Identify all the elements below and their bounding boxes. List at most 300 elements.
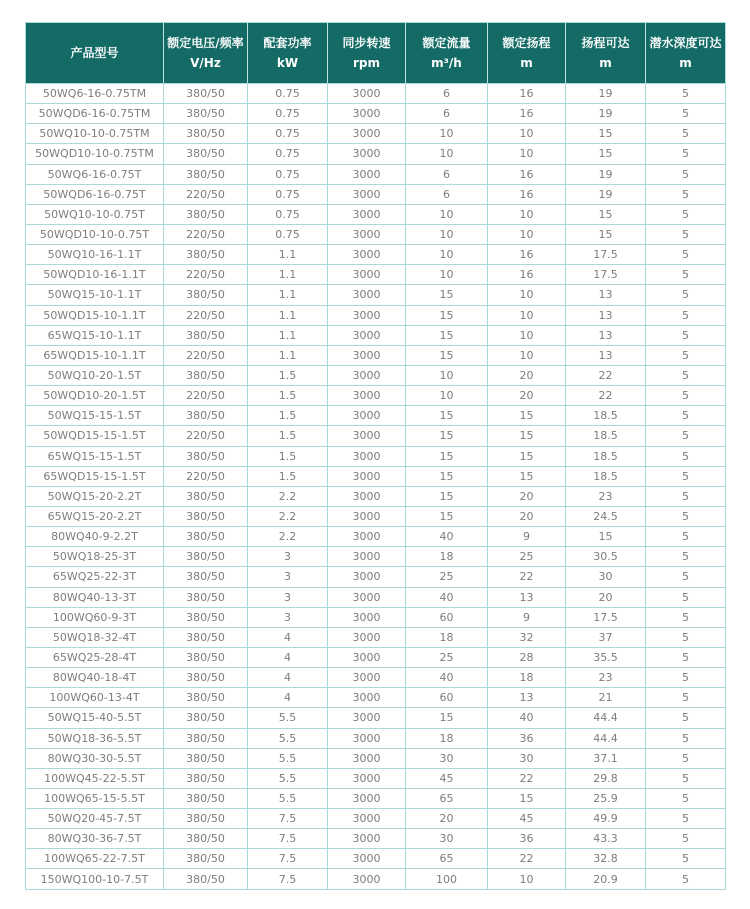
cell-model: 50WQ15-20-2.2T	[26, 486, 164, 506]
cell-power: 1.1	[248, 325, 328, 345]
cell-power: 5.5	[248, 708, 328, 728]
table-row	[26, 668, 726, 688]
cell-head: 9	[488, 527, 566, 547]
cell-max-head: 35.5	[566, 647, 646, 667]
cell-max-depth: 5	[646, 144, 726, 164]
cell-power: 5.5	[248, 768, 328, 788]
cell-flow: 15	[406, 506, 488, 526]
cell-head: 18	[488, 668, 566, 688]
column-header-max-head	[566, 23, 646, 84]
cell-power: 1.5	[248, 466, 328, 486]
cell-speed: 3000	[328, 668, 406, 688]
cell-voltage-frequency: 380/50	[164, 587, 248, 607]
cell-max-depth: 5	[646, 587, 726, 607]
cell-speed: 3000	[328, 406, 406, 426]
cell-max-head: 15	[566, 144, 646, 164]
cell-head: 13	[488, 688, 566, 708]
cell-max-head: 18.5	[566, 446, 646, 466]
cell-max-depth: 5	[646, 748, 726, 768]
cell-power: 3	[248, 547, 328, 567]
cell-max-depth: 5	[646, 809, 726, 829]
column-label: 配套功率	[263, 36, 312, 50]
cell-power: 1.1	[248, 245, 328, 265]
cell-max-head: 15	[566, 124, 646, 144]
cell-flow: 25	[406, 567, 488, 587]
cell-model: 80WQ40-18-4T	[26, 668, 164, 688]
table-body	[26, 84, 726, 890]
cell-speed: 3000	[328, 325, 406, 345]
cell-model: 50WQ18-32-4T	[26, 627, 164, 647]
cell-power: 2.2	[248, 486, 328, 506]
cell-flow: 15	[406, 486, 488, 506]
cell-power: 3	[248, 607, 328, 627]
cell-max-depth: 5	[646, 647, 726, 667]
cell-speed: 3000	[328, 365, 406, 385]
cell-head: 15	[488, 406, 566, 426]
cell-head: 10	[488, 204, 566, 224]
cell-flow: 15	[406, 426, 488, 446]
cell-power: 4	[248, 627, 328, 647]
cell-flow: 15	[406, 285, 488, 305]
cell-voltage-frequency: 380/50	[164, 486, 248, 506]
cell-power: 1.5	[248, 426, 328, 446]
cell-model: 100WQ60-13-4T	[26, 688, 164, 708]
table-row	[26, 446, 726, 466]
cell-head: 16	[488, 164, 566, 184]
cell-power: 2.2	[248, 506, 328, 526]
cell-speed: 3000	[328, 627, 406, 647]
cell-head: 10	[488, 305, 566, 325]
cell-max-head: 19	[566, 104, 646, 124]
column-label: 产品型号	[70, 46, 119, 60]
cell-power: 1.5	[248, 386, 328, 406]
column-header-flow	[406, 23, 488, 84]
column-unit: kW	[276, 56, 299, 70]
cell-max-depth: 5	[646, 406, 726, 426]
cell-power: 2.2	[248, 527, 328, 547]
cell-max-head: 25.9	[566, 788, 646, 808]
cell-head: 45	[488, 809, 566, 829]
cell-head: 20	[488, 486, 566, 506]
cell-power: 3	[248, 567, 328, 587]
cell-model: 50WQD15-10-1.1T	[26, 305, 164, 325]
cell-head: 15	[488, 466, 566, 486]
cell-speed: 3000	[328, 849, 406, 869]
cell-voltage-frequency: 380/50	[164, 688, 248, 708]
table-row	[26, 809, 726, 829]
cell-max-depth: 5	[646, 426, 726, 446]
cell-speed: 3000	[328, 728, 406, 748]
cell-max-depth: 5	[646, 285, 726, 305]
table-row	[26, 164, 726, 184]
cell-model: 100WQ65-15-5.5T	[26, 788, 164, 808]
cell-voltage-frequency: 380/50	[164, 668, 248, 688]
cell-max-depth: 5	[646, 164, 726, 184]
cell-head: 16	[488, 265, 566, 285]
table-row	[26, 768, 726, 788]
cell-voltage-frequency: 220/50	[164, 305, 248, 325]
cell-voltage-frequency: 380/50	[164, 204, 248, 224]
cell-speed: 3000	[328, 224, 406, 244]
cell-flow: 10	[406, 124, 488, 144]
table-row	[26, 84, 726, 104]
cell-voltage-frequency: 380/50	[164, 547, 248, 567]
table-row	[26, 325, 726, 345]
cell-voltage-frequency: 380/50	[164, 104, 248, 124]
column-label: 同步转速	[342, 36, 391, 50]
cell-flow: 30	[406, 829, 488, 849]
cell-power: 4	[248, 647, 328, 667]
cell-power: 1.5	[248, 365, 328, 385]
cell-voltage-frequency: 380/50	[164, 607, 248, 627]
column-header-speed	[328, 23, 406, 84]
cell-max-head: 30	[566, 567, 646, 587]
cell-speed: 3000	[328, 486, 406, 506]
column-header-head	[488, 23, 566, 84]
cell-speed: 3000	[328, 506, 406, 526]
cell-speed: 3000	[328, 647, 406, 667]
table-row	[26, 365, 726, 385]
cell-model: 80WQ30-36-7.5T	[26, 829, 164, 849]
cell-voltage-frequency: 220/50	[164, 466, 248, 486]
cell-max-head: 13	[566, 325, 646, 345]
cell-speed: 3000	[328, 285, 406, 305]
cell-model: 80WQ40-13-3T	[26, 587, 164, 607]
cell-max-head: 24.5	[566, 506, 646, 526]
cell-voltage-frequency: 220/50	[164, 184, 248, 204]
cell-flow: 10	[406, 386, 488, 406]
cell-head: 16	[488, 184, 566, 204]
cell-model: 65WQD15-10-1.1T	[26, 345, 164, 365]
cell-model: 50WQD6-16-0.75TM	[26, 104, 164, 124]
cell-flow: 10	[406, 245, 488, 265]
cell-model: 50WQ10-16-1.1T	[26, 245, 164, 265]
cell-voltage-frequency: 380/50	[164, 708, 248, 728]
cell-head: 16	[488, 245, 566, 265]
cell-voltage-frequency: 380/50	[164, 829, 248, 849]
cell-flow: 15	[406, 345, 488, 365]
cell-voltage-frequency: 380/50	[164, 506, 248, 526]
table-row	[26, 184, 726, 204]
cell-flow: 10	[406, 265, 488, 285]
cell-head: 22	[488, 567, 566, 587]
cell-flow: 15	[406, 325, 488, 345]
cell-power: 4	[248, 668, 328, 688]
table-row	[26, 829, 726, 849]
cell-speed: 3000	[328, 809, 406, 829]
cell-head: 10	[488, 124, 566, 144]
cell-max-head: 13	[566, 285, 646, 305]
cell-max-head: 13	[566, 305, 646, 325]
cell-voltage-frequency: 380/50	[164, 748, 248, 768]
cell-power: 1.5	[248, 406, 328, 426]
table-row	[26, 788, 726, 808]
header-row	[26, 23, 726, 84]
table-row	[26, 345, 726, 365]
cell-flow: 60	[406, 607, 488, 627]
cell-model: 50WQD6-16-0.75T	[26, 184, 164, 204]
cell-model: 50WQ10-10-0.75T	[26, 204, 164, 224]
cell-max-depth: 5	[646, 386, 726, 406]
cell-model: 100WQ60-9-3T	[26, 607, 164, 627]
table-row	[26, 869, 726, 889]
cell-max-depth: 5	[646, 849, 726, 869]
cell-model: 50WQ6-16-0.75TM	[26, 84, 164, 104]
cell-power: 0.75	[248, 184, 328, 204]
table-row	[26, 466, 726, 486]
cell-speed: 3000	[328, 164, 406, 184]
cell-head: 28	[488, 647, 566, 667]
cell-max-depth: 5	[646, 668, 726, 688]
cell-voltage-frequency: 380/50	[164, 728, 248, 748]
cell-max-depth: 5	[646, 184, 726, 204]
column-header-voltage-frequency	[164, 23, 248, 84]
cell-flow: 65	[406, 849, 488, 869]
cell-voltage-frequency: 380/50	[164, 164, 248, 184]
cell-max-head: 22	[566, 386, 646, 406]
table-row	[26, 426, 726, 446]
cell-speed: 3000	[328, 527, 406, 547]
cell-model: 50WQ6-16-0.75T	[26, 164, 164, 184]
cell-speed: 3000	[328, 84, 406, 104]
cell-flow: 18	[406, 627, 488, 647]
cell-max-head: 17.5	[566, 265, 646, 285]
column-unit: V/Hz	[190, 56, 221, 70]
cell-max-depth: 5	[646, 567, 726, 587]
cell-head: 10	[488, 345, 566, 365]
cell-max-head: 18.5	[566, 466, 646, 486]
cell-voltage-frequency: 220/50	[164, 224, 248, 244]
cell-head: 10	[488, 325, 566, 345]
cell-head: 10	[488, 285, 566, 305]
column-unit: rpm	[352, 56, 380, 70]
cell-speed: 3000	[328, 265, 406, 285]
cell-speed: 3000	[328, 587, 406, 607]
table-row	[26, 607, 726, 627]
cell-head: 10	[488, 144, 566, 164]
cell-max-head: 15	[566, 527, 646, 547]
cell-flow: 6	[406, 184, 488, 204]
cell-max-depth: 5	[646, 768, 726, 788]
cell-flow: 60	[406, 688, 488, 708]
cell-max-head: 37.1	[566, 748, 646, 768]
cell-max-head: 13	[566, 345, 646, 365]
table-row	[26, 486, 726, 506]
cell-flow: 15	[406, 305, 488, 325]
cell-model: 50WQ10-20-1.5T	[26, 365, 164, 385]
cell-model: 50WQD10-10-0.75T	[26, 224, 164, 244]
cell-flow: 65	[406, 788, 488, 808]
cell-speed: 3000	[328, 124, 406, 144]
cell-max-head: 21	[566, 688, 646, 708]
cell-max-depth: 5	[646, 365, 726, 385]
cell-head: 36	[488, 728, 566, 748]
column-unit: m	[679, 56, 692, 70]
cell-max-depth: 5	[646, 829, 726, 849]
cell-max-head: 37	[566, 627, 646, 647]
cell-head: 10	[488, 224, 566, 244]
cell-speed: 3000	[328, 305, 406, 325]
column-unit: m	[520, 56, 533, 70]
cell-power: 0.75	[248, 204, 328, 224]
table-row	[26, 265, 726, 285]
cell-power: 1.1	[248, 345, 328, 365]
cell-model: 65WQD15-15-1.5T	[26, 466, 164, 486]
cell-power: 0.75	[248, 124, 328, 144]
cell-max-head: 19	[566, 184, 646, 204]
cell-max-head: 17.5	[566, 245, 646, 265]
cell-max-depth: 5	[646, 728, 726, 748]
cell-speed: 3000	[328, 708, 406, 728]
cell-voltage-frequency: 380/50	[164, 365, 248, 385]
cell-max-head: 19	[566, 84, 646, 104]
cell-max-head: 44.4	[566, 708, 646, 728]
cell-power: 5.5	[248, 788, 328, 808]
cell-model: 50WQD10-10-0.75TM	[26, 144, 164, 164]
cell-speed: 3000	[328, 547, 406, 567]
cell-flow: 15	[406, 466, 488, 486]
cell-speed: 3000	[328, 567, 406, 587]
cell-power: 1.1	[248, 305, 328, 325]
cell-voltage-frequency: 380/50	[164, 788, 248, 808]
cell-power: 3	[248, 587, 328, 607]
cell-max-depth: 5	[646, 224, 726, 244]
column-header-power	[248, 23, 328, 84]
cell-model: 65WQ15-15-1.5T	[26, 446, 164, 466]
cell-max-depth: 5	[646, 486, 726, 506]
cell-max-head: 32.8	[566, 849, 646, 869]
cell-head: 15	[488, 426, 566, 446]
cell-flow: 15	[406, 446, 488, 466]
cell-flow: 6	[406, 164, 488, 184]
table-row	[26, 728, 726, 748]
table-row	[26, 527, 726, 547]
cell-voltage-frequency: 380/50	[164, 849, 248, 869]
cell-speed: 3000	[328, 788, 406, 808]
cell-model: 80WQ40-9-2.2T	[26, 527, 164, 547]
cell-speed: 3000	[328, 426, 406, 446]
cell-voltage-frequency: 380/50	[164, 144, 248, 164]
table-row	[26, 204, 726, 224]
column-label: 额定扬程	[502, 36, 551, 50]
cell-max-depth: 5	[646, 265, 726, 285]
cell-model: 65WQ25-28-4T	[26, 647, 164, 667]
cell-speed: 3000	[328, 768, 406, 788]
cell-flow: 6	[406, 84, 488, 104]
cell-speed: 3000	[328, 184, 406, 204]
cell-model: 65WQ15-10-1.1T	[26, 325, 164, 345]
pump-spec-table	[25, 22, 725, 890]
column-label: 潜水深度可达	[649, 36, 722, 50]
column-header-max-depth	[646, 23, 726, 84]
cell-max-depth: 5	[646, 325, 726, 345]
cell-model: 65WQ15-20-2.2T	[26, 506, 164, 526]
cell-speed: 3000	[328, 144, 406, 164]
cell-speed: 3000	[328, 245, 406, 265]
cell-flow: 40	[406, 668, 488, 688]
cell-head: 16	[488, 84, 566, 104]
cell-voltage-frequency: 220/50	[164, 426, 248, 446]
cell-flow: 100	[406, 869, 488, 889]
cell-max-head: 30.5	[566, 547, 646, 567]
cell-max-head: 20	[566, 587, 646, 607]
table-row	[26, 305, 726, 325]
cell-flow: 25	[406, 647, 488, 667]
cell-power: 4	[248, 688, 328, 708]
cell-max-head: 20.9	[566, 869, 646, 889]
cell-speed: 3000	[328, 607, 406, 627]
cell-model: 50WQ20-45-7.5T	[26, 809, 164, 829]
cell-voltage-frequency: 220/50	[164, 386, 248, 406]
table-row	[26, 224, 726, 244]
cell-flow: 15	[406, 406, 488, 426]
cell-max-depth: 5	[646, 527, 726, 547]
cell-head: 20	[488, 365, 566, 385]
cell-model: 50WQD10-20-1.5T	[26, 386, 164, 406]
table-header	[26, 23, 726, 84]
cell-voltage-frequency: 380/50	[164, 527, 248, 547]
table-row	[26, 547, 726, 567]
cell-speed: 3000	[328, 386, 406, 406]
column-label: 额定流量	[422, 36, 471, 50]
column-unit: m³/h	[431, 56, 462, 70]
table-row	[26, 708, 726, 728]
cell-speed: 3000	[328, 104, 406, 124]
cell-flow: 6	[406, 104, 488, 124]
cell-head: 20	[488, 506, 566, 526]
cell-head: 22	[488, 849, 566, 869]
cell-head: 32	[488, 627, 566, 647]
cell-flow: 10	[406, 204, 488, 224]
cell-flow: 18	[406, 547, 488, 567]
column-label: 扬程可达	[581, 36, 630, 50]
column-header-model	[26, 23, 164, 84]
table-row	[26, 506, 726, 526]
table-row	[26, 386, 726, 406]
cell-max-head: 43.3	[566, 829, 646, 849]
cell-power: 5.5	[248, 748, 328, 768]
table-row	[26, 124, 726, 144]
cell-head: 30	[488, 748, 566, 768]
cell-head: 25	[488, 547, 566, 567]
cell-speed: 3000	[328, 466, 406, 486]
cell-flow: 10	[406, 224, 488, 244]
cell-speed: 3000	[328, 204, 406, 224]
table-row	[26, 245, 726, 265]
cell-max-depth: 5	[646, 204, 726, 224]
cell-power: 0.75	[248, 144, 328, 164]
cell-head: 10	[488, 869, 566, 889]
cell-power: 1.1	[248, 285, 328, 305]
cell-head: 36	[488, 829, 566, 849]
cell-head: 15	[488, 788, 566, 808]
cell-max-head: 22	[566, 365, 646, 385]
cell-power: 7.5	[248, 829, 328, 849]
cell-max-depth: 5	[646, 305, 726, 325]
cell-voltage-frequency: 380/50	[164, 124, 248, 144]
cell-power: 7.5	[248, 869, 328, 889]
cell-voltage-frequency: 380/50	[164, 647, 248, 667]
cell-max-head: 17.5	[566, 607, 646, 627]
cell-max-depth: 5	[646, 547, 726, 567]
table-row	[26, 849, 726, 869]
cell-model: 100WQ65-22-7.5T	[26, 849, 164, 869]
cell-voltage-frequency: 380/50	[164, 809, 248, 829]
cell-model: 50WQ18-36-5.5T	[26, 728, 164, 748]
cell-power: 0.75	[248, 84, 328, 104]
cell-model: 150WQ100-10-7.5T	[26, 869, 164, 889]
cell-flow: 15	[406, 708, 488, 728]
